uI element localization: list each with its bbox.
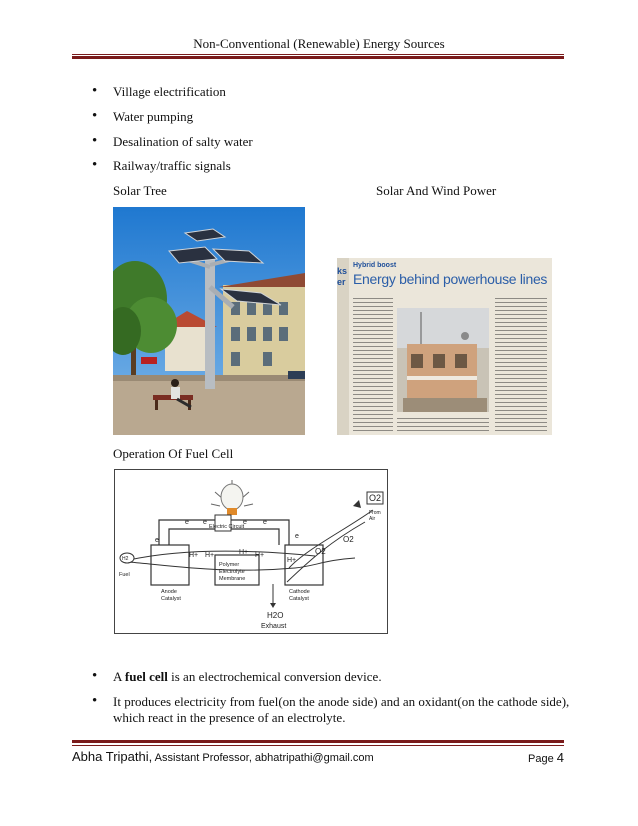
list-item: • Railway/traffic signals xyxy=(92,158,253,182)
diagram-label: Exhaust xyxy=(261,623,287,630)
newspaper-columns xyxy=(353,296,393,431)
page-label: Page xyxy=(528,753,557,765)
newspaper-left-strip: ks er xyxy=(337,266,348,287)
light-bulb-icon xyxy=(211,480,253,515)
diagram-label: O2 xyxy=(315,547,326,556)
diagram-label: Polymer xyxy=(219,562,240,568)
bullet-bold-term: fuel cell xyxy=(124,669,168,684)
diagram-label: Electrolyte xyxy=(219,569,245,575)
list-item: • Village electrification xyxy=(92,84,253,109)
footer-rule-thin xyxy=(72,745,564,746)
diagram-label: H+ xyxy=(239,549,249,556)
diagram-label: H+ xyxy=(287,557,297,564)
diagram-label: e xyxy=(155,537,159,544)
newspaper-headline: Energy behind powerhouse lines xyxy=(353,271,548,287)
bullet-text: is an electrochemical conversion device. xyxy=(167,669,382,684)
footer-page xyxy=(510,750,564,765)
list-item xyxy=(92,669,583,694)
diagram-label: H+ xyxy=(189,552,199,559)
caption-solar-tree: Solar Tree xyxy=(113,183,167,198)
list-item: • Water pumping xyxy=(92,109,253,134)
diagram-label: H2 xyxy=(122,556,129,562)
list-item xyxy=(92,694,583,726)
header-rule-thin xyxy=(72,54,564,55)
diagram-label: H+ xyxy=(205,552,215,559)
diagram-label: e xyxy=(203,519,207,526)
newspaper-kicker: Hybrid boost xyxy=(353,262,397,269)
diagram-label: Membrane xyxy=(219,576,246,582)
newspaper-clipping xyxy=(337,258,552,435)
newspaper-columns xyxy=(495,296,547,431)
diagram-label: Electric Circuit xyxy=(209,524,245,530)
header-title: Non-Conventional (Renewable) Energy Sources xyxy=(193,36,445,51)
bullet-text: A xyxy=(113,669,125,684)
author-name: Abha Tripathi, xyxy=(72,749,153,764)
fuel-cell-list xyxy=(92,669,583,726)
diagram-label: Anode xyxy=(161,589,177,595)
footer-author xyxy=(72,749,374,764)
caption-solar-wind: Solar And Wind Power xyxy=(376,183,497,198)
newspaper-caption-lines xyxy=(397,416,489,433)
diagram-label: O2 xyxy=(369,493,382,503)
list-item: • Desalination of salty water xyxy=(92,134,253,158)
diagram-label: Cathode xyxy=(289,589,310,595)
diagram-label: Catalyst xyxy=(289,596,309,602)
diagram-label: e xyxy=(243,519,247,526)
diagram-label: From Air xyxy=(369,510,381,522)
author-details: Assistant Professor, abhatripathi@gmail.com xyxy=(152,752,374,764)
diagram-label: e xyxy=(295,533,299,540)
diagram-label: Catalyst xyxy=(161,596,181,602)
diagram-label: e xyxy=(185,519,189,526)
page-number: 4 xyxy=(556,750,564,765)
caption-fuel-cell: Operation Of Fuel Cell xyxy=(113,446,234,461)
header-rule-thick xyxy=(72,56,564,59)
footer-rule-thick xyxy=(72,740,564,743)
diagram-label: e xyxy=(263,519,267,526)
bullet-text: It produces electricity from fuel(on the anode side) and an oxidant(on the cathode side), xyxy=(113,694,570,709)
diagram-label: O2 xyxy=(343,535,354,544)
diagram-label: H2O xyxy=(267,611,284,620)
application-list xyxy=(92,84,253,182)
diagram-label: H+ xyxy=(255,552,265,559)
diagram-label: Fuel xyxy=(119,572,130,578)
fuel-cell-diagram xyxy=(114,469,388,634)
solar-tree-photo xyxy=(113,207,305,435)
bullet-text: which react in the presence of an electrolyte. xyxy=(113,710,346,725)
